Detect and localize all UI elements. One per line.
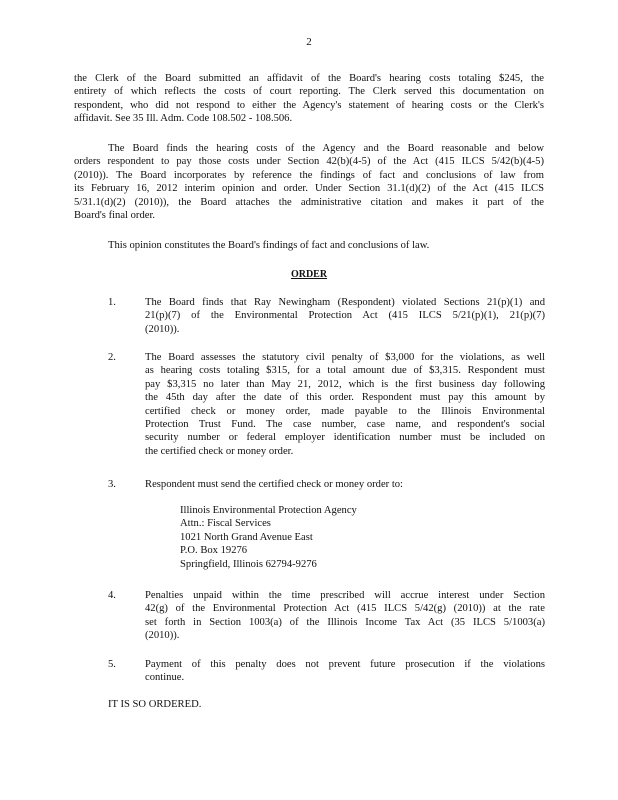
text-line: 21(p)(7) of the Environmental Protection Act (415 ILCS 5/21(p)(1), 21(p)(7)	[145, 310, 545, 322]
text-line: 42(g) of the Environmental Protection Act (415 ILCS 5/42(g) (2010)) at the rate	[145, 603, 545, 615]
text-line: (2010)).	[145, 630, 180, 642]
address-line: Attn.: Fiscal Services	[180, 518, 271, 530]
text-line: (2010)).	[145, 323, 180, 335]
text-line: the 45th day after the date of this order. Respondent must pay this amount by	[145, 392, 545, 404]
text-line: Penalties unpaid within the time prescribed will accrue interest under Section	[145, 590, 545, 601]
paragraph-hearing-costs	[74, 72, 544, 126]
text-line: Protection Trust Fund. The case number, case name, and respondent's social	[145, 419, 545, 431]
text-line: respondent, who did not respond to either the Agency's statement of hearing costs or the Clerk's	[74, 99, 544, 111]
item-number: 5.	[108, 659, 116, 670]
address-line: Springfield, Illinois 62794-9276	[180, 558, 317, 570]
address-line: 1021 North Grand Avenue East	[180, 531, 313, 543]
item-number: 4.	[108, 590, 116, 601]
paragraph-board-finds	[74, 142, 544, 222]
text-line: The Board assesses the statutory civil penalty of $3,000 for the violations, as well	[145, 352, 545, 363]
text-line: the Clerk of the Board submitted an affidavit of the Board's hearing costs totaling $245, the	[74, 73, 544, 84]
text-line: certified check or money order, made payable to the Illinois Environmental	[145, 405, 545, 417]
text-line: the certified check or money order.	[145, 445, 294, 457]
text-line: as hearing costs totaling $315, for a total amount due of $3,315. Respondent must	[145, 365, 545, 377]
address-line: Illinois Environmental Protection Agency	[180, 505, 357, 516]
paragraph-opinion	[74, 239, 544, 252]
payment-address	[180, 504, 357, 571]
text-line: security number or federal employer identification number must be included on	[145, 432, 545, 444]
item-number: 2.	[108, 352, 116, 363]
text-line: its February 16, 2012 interim opinion and order. Under Section 31.1(d)(2) of the Act (415 ILCS	[74, 183, 544, 195]
text-line: This opinion constitutes the Board's findings of fact and conclusions of law.	[108, 240, 430, 251]
text-line: orders respondent to pay those costs under Section 42(b)(4-5) of the Act (415 ILCS 5/42(b)(4-5)	[74, 156, 544, 168]
text-line: Respondent must send the certified check or money order to:	[145, 479, 404, 490]
item-number: 3.	[108, 479, 116, 490]
text-line: The Board finds that Ray Newingham (Respondent) violated Sections 21(p)(1) and	[145, 297, 545, 308]
address-line: P.O. Box 19276	[180, 545, 248, 557]
text-line: affidavit. See 35 Ill. Adm. Code 108.502 - 108.506.	[74, 113, 293, 125]
text-line: Payment of this penalty does not prevent future prosecution if the violations	[145, 659, 545, 670]
text-line: continue.	[145, 672, 185, 684]
closing-statement: IT IS SO ORDERED.	[108, 699, 202, 710]
text-line: Board's final order.	[74, 210, 156, 222]
item-number: 1.	[108, 297, 116, 308]
text-line: The Board finds the hearing costs of the Agency and the Board reasonable and below	[108, 143, 544, 154]
text-line: 5/31.1(d)(2) (2010)), the Board attaches the administrative citation and makes it part of the	[74, 196, 544, 208]
page-number: 2	[306, 36, 312, 48]
text-line: entirety of which reflects the costs of court reporting. The Clerk served this documentation on	[74, 86, 544, 98]
order-heading: ORDER	[290, 269, 328, 280]
text-line: set forth in Section 1003(a) of the Illinois Income Tax Act (35 ILCS 5/1003(a)	[145, 616, 545, 628]
text-line: pay $3,315 no later than May 21, 2012, which is the first business day following	[145, 378, 545, 390]
text-line: (2010)). The Board incorporates by reference the findings of fact and conclusions of law from	[74, 169, 544, 181]
